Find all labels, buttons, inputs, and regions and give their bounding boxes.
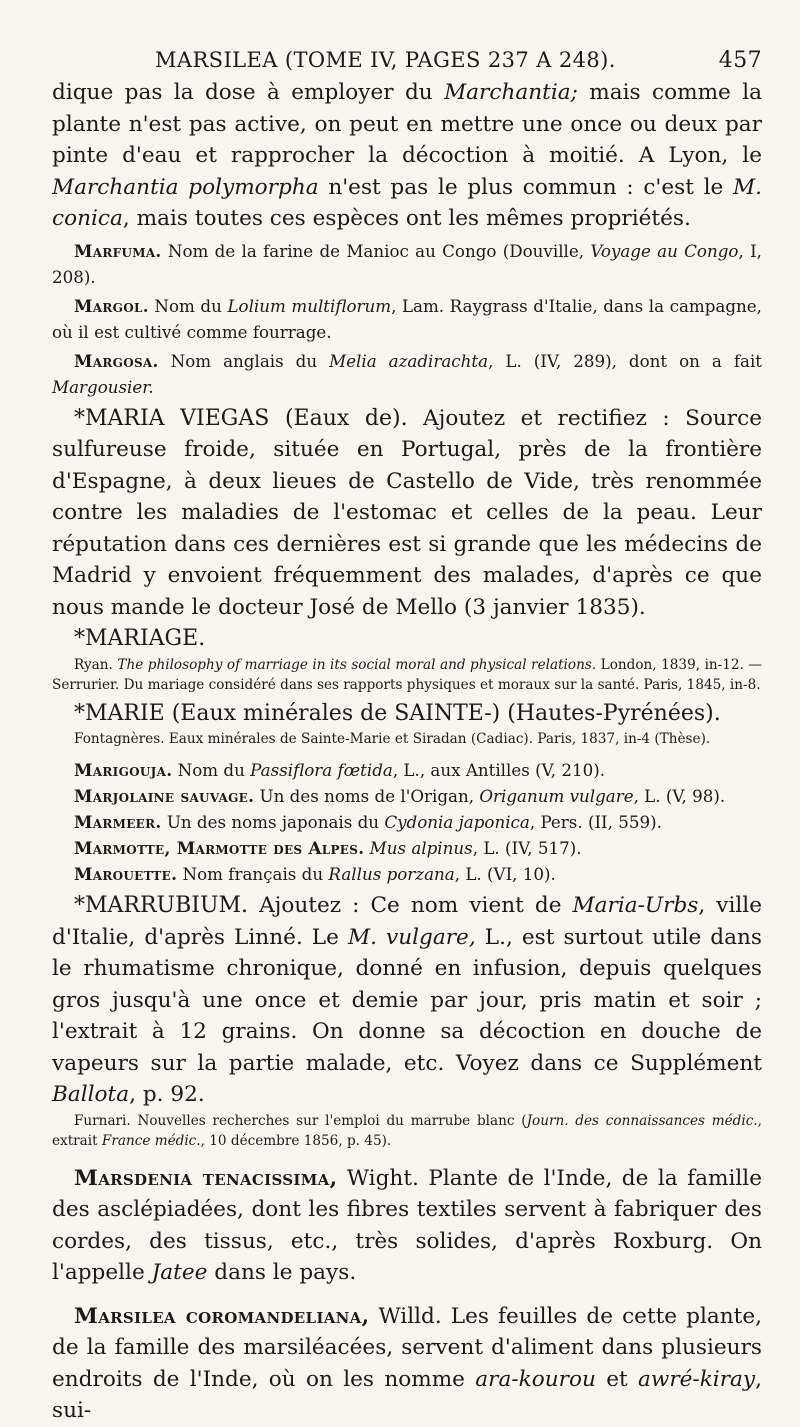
entry-marsdenia: Marsdenia tenacissima, Wight. Plante de l'Inde, de la famille des asclépiadées, dont les fibres textiles servent à fabriquer des cordes, des tissus, etc., très solides, d'après Roxburg. On l'appelle Jatee dans le pays. [52, 1165, 762, 1285]
entry-marfuma: Marfuma. Nom de la farine de Manioc au Congo (Douville, Voyage au Congo, I, 208). [52, 240, 762, 287]
running-title: MARSILEA (TOME IV, PAGES 237 A 248). [154, 48, 616, 72]
entry-marmotte: Marmotte, Marmotte des Alpes. Mus alpinus, L. (IV, 517). [74, 838, 582, 858]
entry-margosa: Margosa. Nom anglais du Melia azadirachta, L. (IV, 289), dont on a fait Margousier. [52, 350, 762, 397]
running-header [52, 48, 762, 73]
paragraph-marchantia: dique pas la dose à employer du Marchantia; mais comme la plante n'est pas active, on peut en mettre une once ou deux par pinte d'eau et rapprocher la décoction à moitié. A Lyon, le Marchantia polymorpha n'est pas le plus commun : c'est le M. conica, mais toutes ces espèces ont les mêmes propriétés. [52, 80, 763, 231]
entry-maria-viegas: *MARIA VIEGAS (Eaux de). Ajoutez et rectifiez : Source sulfureuse froide, située en Portugal, près de la frontière d'Espagne, à deux lieues de Castello de Vide, très renommée contre les maladies de l'estomac et celles de la peau. Leur réputation dans ces dernières est si grande que les médecins de Madrid y envoient fréquemment des malades, d'après ce que nous mande le docteur José de Mello (3 janvier 1835). [52, 405, 762, 620]
entry-marouette: Marouette. Nom français du Rallus porzana, L. (VI, 10). [74, 864, 556, 884]
page-number: 457 [718, 48, 762, 73]
reference-marrubium: Furnari. Nouvelles recherches sur l'emploi du marrube blanc (Journ. des connaissances médic., extrait France médic., 10 décembre 1856, p. 45). [52, 1112, 762, 1149]
entry-marmeer: Marmeer. Un des noms japonais du Cydonia japonica, Pers. (II, 559). [74, 812, 662, 832]
entry-marigouja: Marigouja. Nom du Passiflora fœtida, L., aux Antilles (V, 210). [74, 760, 606, 780]
heading-mariage: *MARIAGE. [74, 626, 206, 651]
heading-marie: *MARIE (Eaux minérales de SAINTE-) (Hautes-Pyrénées). [74, 700, 721, 726]
entry-marjolaine-sauvage: Marjolaine sauvage. Un des noms de l'Origan, Origanum vulgare, L. (V, 98). [74, 786, 726, 806]
entry-marsilea: Marsilea coromandeliana, Willd. Les feuilles de cette plante, de la famille des marsiléacées, servent d'aliment dans plusieurs endroits de l'Inde, où on les nomme ara-kourou et awré-kiray, sui- [52, 1303, 762, 1423]
heading-maria-viegas: *MARIA VIEGAS (Eaux de). [74, 405, 408, 431]
heading-marrubium: *MARRUBIUM. [74, 893, 249, 918]
entry-margol: Margol. Nom du Lolium multiflorum, Lam. Raygrass d'Italie, dans la campagne, où il est cultivé comme fourrage. [52, 295, 762, 342]
entry-marrubium: *MARRUBIUM. Ajoutez : Ce nom vient de Maria-Urbs, ville d'Italie, d'après Linné. Le M. vulgare, L., est surtout utile dans le rhumatisme chronique, donné en infusion, depuis quelques gros jusqu'à une once et demie par jour, pris matin et soir ; l'extrait à 12 grains. On donne sa décoction en douche de vapeurs sur la partie malade, etc. Voyez dans ce Supplément Ballota, p. 92. [52, 893, 762, 1107]
reference-marie: Fontagnères. Eaux minérales de Sainte-Marie et Siradan (Cadiac). Paris, 1837, in-4 (Thèse). [74, 731, 711, 747]
reference-mariage: Ryan. The philosophy of marriage in its social moral and physical relations. London, 1839, in-12. — Serrurier. Du mariage considéré dans ses rapports physiques et moraux sur la santé. Paris, 1845, in-8. [52, 656, 763, 693]
